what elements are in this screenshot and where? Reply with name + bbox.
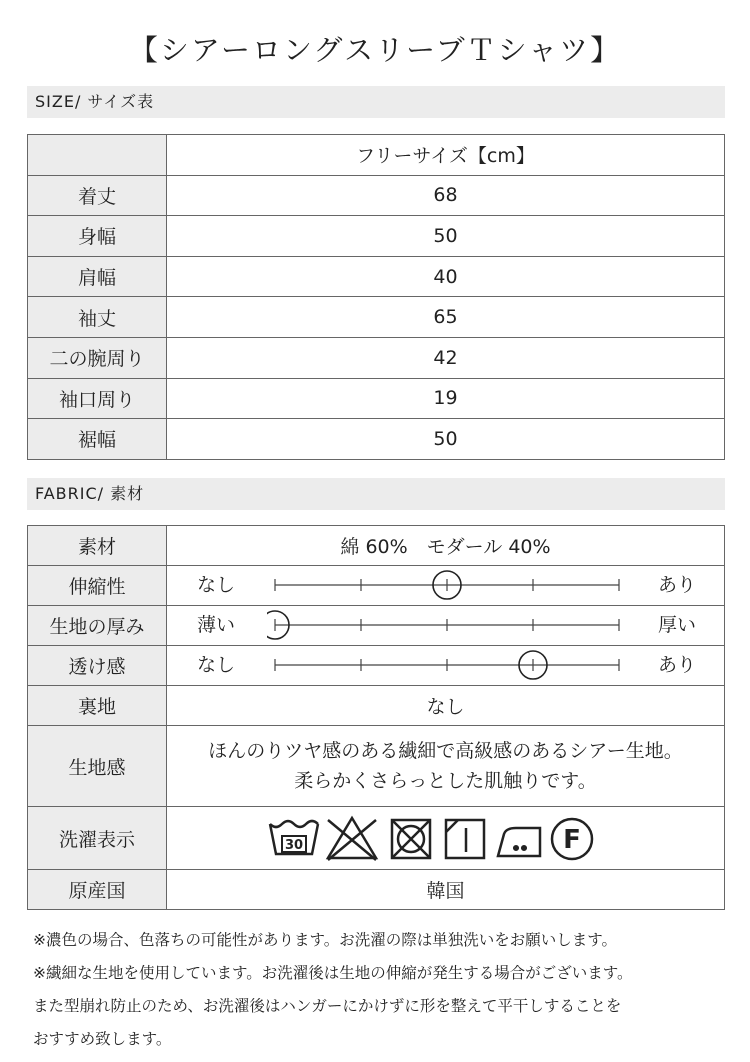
dry-clean-f-icon bbox=[552, 819, 592, 859]
fabric-table bbox=[27, 525, 725, 910]
thickness-right-label: 厚い bbox=[657, 614, 696, 636]
size-value: 42 bbox=[167, 337, 725, 378]
size-label: 着丈 bbox=[28, 175, 167, 216]
size-value: 19 bbox=[167, 378, 725, 419]
iron-low-icon bbox=[498, 828, 540, 856]
thickness-label: 生地の厚み bbox=[28, 606, 167, 646]
size-label: 身幅 bbox=[28, 216, 167, 257]
care-row bbox=[28, 807, 725, 870]
size-label: 袖丈 bbox=[28, 297, 167, 338]
feel-value bbox=[167, 726, 725, 807]
origin-row bbox=[28, 870, 725, 910]
size-row bbox=[28, 419, 725, 460]
stretch-right-label: あり bbox=[657, 574, 696, 596]
note-line: おすすめ致します。 bbox=[33, 1030, 172, 1048]
thickness-scale bbox=[167, 606, 724, 645]
note-line: ※繊細な生地を使用しています。お洗濯後は生地の伸縮が発生する場合がございます。 bbox=[33, 964, 633, 982]
care-icons bbox=[167, 807, 725, 870]
origin-label: 原産国 bbox=[28, 870, 167, 910]
lining-label: 裏地 bbox=[28, 686, 167, 726]
page-title: 【シアーロングスリーブＴシャツ】 bbox=[128, 33, 622, 67]
sheer-scale-graphic bbox=[267, 646, 627, 685]
sheer-right-label: あり bbox=[657, 654, 696, 676]
no-tumble-dry-icon bbox=[392, 820, 430, 858]
stretch-scale-graphic bbox=[267, 566, 627, 605]
stretch-scale bbox=[167, 566, 724, 605]
material-row bbox=[28, 526, 725, 566]
lining-value: なし bbox=[167, 686, 725, 726]
feel-row bbox=[28, 726, 725, 807]
size-row bbox=[28, 216, 725, 257]
sheer-scale bbox=[167, 646, 724, 685]
notes bbox=[33, 924, 733, 1056]
note-line: ※濃色の場合、色落ちの可能性があります。お洗濯の際は単独洗いをお願いします。 bbox=[33, 931, 618, 949]
feel-line-1: ほんのりツヤ感のある繊細で高級感のあるシアー生地。 bbox=[208, 740, 683, 762]
fabric-section-header: FABRIC/ 素材 bbox=[27, 478, 725, 510]
line-dry-shade-icon bbox=[446, 820, 484, 858]
no-bleach-icon bbox=[328, 818, 376, 860]
note-line: また型崩れ防止のため、お洗濯後はハンガーにかけずに形を整えて平干しすることを bbox=[33, 997, 622, 1015]
size-header-row bbox=[28, 135, 725, 176]
material-value: 綿 60% モダール 40% bbox=[167, 526, 725, 566]
feel-label: 生地感 bbox=[28, 726, 167, 807]
thickness-left-label: 薄い bbox=[197, 614, 236, 636]
size-value: 50 bbox=[167, 419, 725, 460]
size-value: 50 bbox=[167, 216, 725, 257]
sheer-row bbox=[28, 646, 725, 686]
size-row bbox=[28, 175, 725, 216]
wash-30-icon bbox=[270, 821, 318, 854]
size-table bbox=[27, 134, 725, 460]
size-label: 袖口周り bbox=[28, 378, 167, 419]
stretch-label: 伸縮性 bbox=[28, 566, 167, 606]
size-row bbox=[28, 378, 725, 419]
thickness-row bbox=[28, 606, 725, 646]
lining-row bbox=[28, 686, 725, 726]
care-icons-graphic bbox=[266, 810, 626, 866]
material-label: 素材 bbox=[28, 526, 167, 566]
size-column-header: フリーサイズ【cm】 bbox=[167, 135, 725, 176]
stretch-left-label: なし bbox=[197, 574, 236, 596]
size-value: 68 bbox=[167, 175, 725, 216]
care-label: 洗濯表示 bbox=[28, 807, 167, 870]
sheer-label: 透け感 bbox=[28, 646, 167, 686]
size-value: 40 bbox=[167, 256, 725, 297]
size-value: 65 bbox=[167, 297, 725, 338]
stretch-row bbox=[28, 566, 725, 606]
size-section-header: SIZE/ サイズ表 bbox=[27, 86, 725, 118]
size-corner-cell bbox=[28, 135, 167, 176]
sheer-left-label: なし bbox=[197, 654, 236, 676]
size-label: 裾幅 bbox=[28, 419, 167, 460]
feel-line-2: 柔らかくさらっとした肌触りです。 bbox=[294, 770, 597, 792]
size-label: 肩幅 bbox=[28, 256, 167, 297]
size-row bbox=[28, 256, 725, 297]
size-row bbox=[28, 337, 725, 378]
size-row bbox=[28, 297, 725, 338]
thickness-scale-graphic bbox=[267, 606, 627, 645]
size-label: 二の腕周り bbox=[28, 337, 167, 378]
dry-clean-letter: F bbox=[562, 825, 581, 855]
origin-value: 韓国 bbox=[167, 870, 725, 910]
wash-temp-label: 30 bbox=[284, 838, 303, 853]
